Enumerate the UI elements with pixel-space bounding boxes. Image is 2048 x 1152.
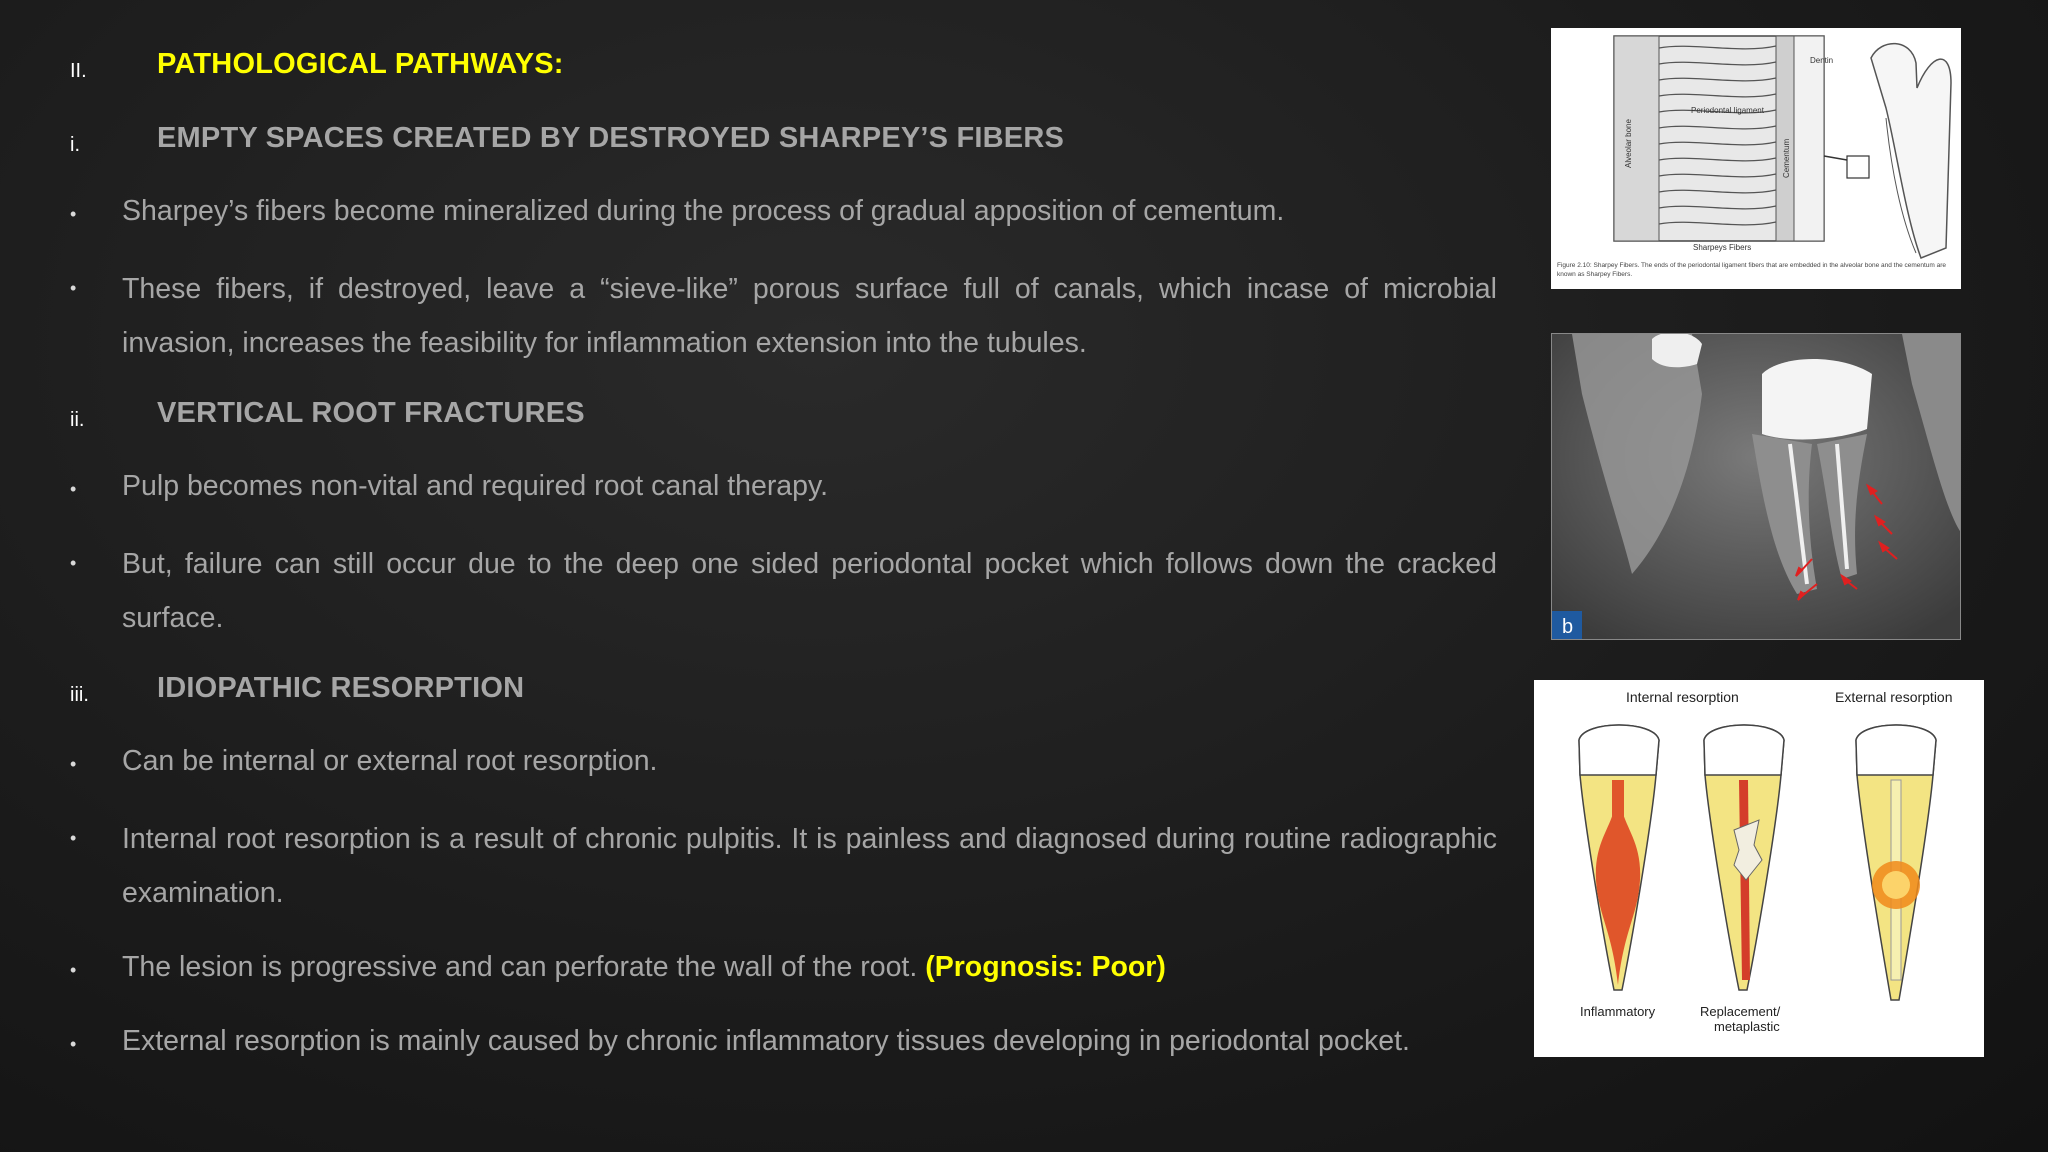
header-external: External resorption [1835,689,1953,705]
header-internal: Internal resorption [1626,689,1739,705]
label-cementum: Cementum [1782,138,1791,178]
label-replacement: Replacement/ [1700,1004,1781,1019]
bullet-text: Pulp becomes non-vital and required root canal therapy. [122,470,829,502]
resorption-illustration [1534,680,1984,1057]
bullet-icon: • [70,278,77,298]
panel-label: b [1562,616,1574,638]
sharpey-fibers-diagram [1551,28,1961,289]
label-dentin: Dentin [1810,56,1834,65]
bullet-text: Sharpey’s fibers become mineralized during the process of gradual apposition of cementum. [122,195,1285,227]
bullet-text: External resorption is mainly caused by chronic inflammatory tissues developing in periodontal pocket. [122,1025,1410,1057]
bullet-icon: • [70,479,77,499]
label-periodontal-ligament: Periodontal ligament [1691,106,1764,115]
bullet-icon: • [70,754,77,774]
section-title: EMPTY SPACES CREATED BY DESTROYED SHARPEY’S FIBERS [157,122,1065,154]
bullet-icon: • [70,960,77,980]
label-alveolar-bone: Alveolar bone [1624,119,1633,168]
bullet-icon: • [70,553,77,573]
label-sharpeys-fibers: Sharpeys Fibers [1693,243,1752,252]
label-metaplastic: metaplastic [1714,1019,1780,1034]
section-title: IDIOPATHIC RESORPTION [157,672,525,704]
figure-caption: Figure 2.10: Sharpey Fibers. The ends of the periodontal ligament fibers that are embedded in the alveolar bone and the cementum are known as Sharpey Fibers. [1557,262,1947,278]
section-marker: ii. [70,409,85,431]
bullet-text: Can be internal or external root resorption. [122,745,658,777]
radiograph-illustration [1552,334,1961,640]
label-inflammatory: Inflammatory [1580,1004,1656,1019]
resorption-diagram [1534,680,1984,1057]
section-marker: iii. [70,684,89,706]
sharpey-fibers-illustration [1551,28,1961,289]
section-title: PATHOLOGICAL PATHWAYS: [157,48,564,80]
bullet-icon: • [70,828,77,848]
bullet-text: Internal root resorption is a result of chronic pulpitis. It is painless and diagnosed during routine radiographic examination. [122,823,1497,909]
radiograph-image [1551,333,1961,640]
prognosis-highlight: (Prognosis: Poor) [925,951,1166,983]
bullet-text: But, failure can still occur due to the deep one sided periodontal pocket which follows down the cracked surface. [122,548,1497,634]
bullet-icon: • [70,204,77,224]
bullet-text-main: The lesion is progressive and can perforate the wall of the root. [122,951,918,983]
bullet-text: These fibers, if destroyed, leave a “sieve-like” porous surface full of canals, which incase of microbial invasion, increases the feasibility for inflammation extension into the tubules. [122,273,1497,359]
bullet-icon: • [70,1034,77,1054]
section-marker: i. [70,134,80,156]
bullet-text [122,940,1497,994]
section-title: VERTICAL ROOT FRACTURES [157,397,585,429]
section-marker: II. [70,60,87,82]
